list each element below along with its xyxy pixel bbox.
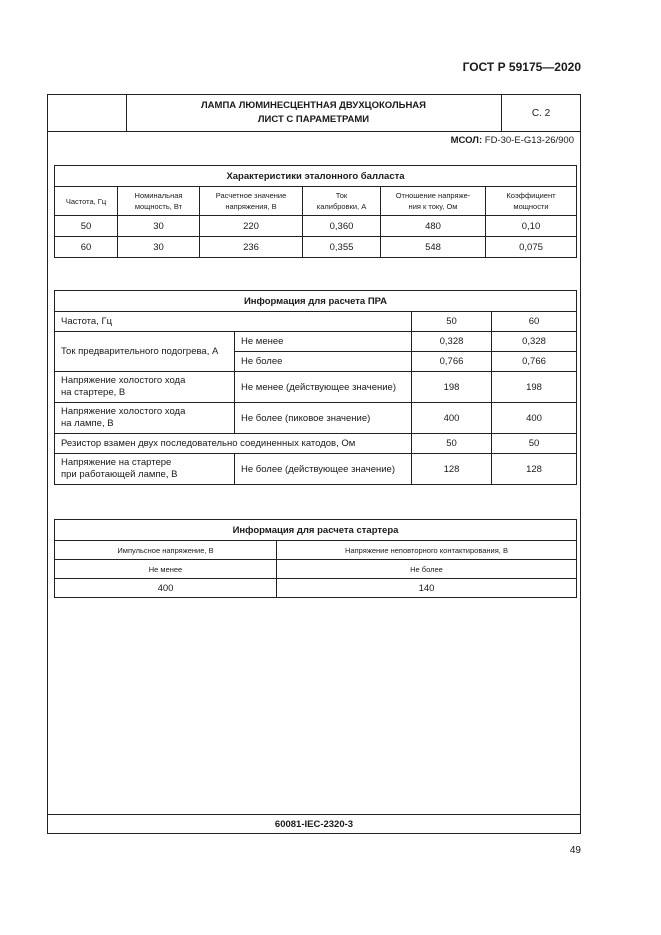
row-label: Ток предварительного подогрева, А <box>55 332 235 372</box>
reference-ballast-table <box>54 165 577 258</box>
table-row <box>55 332 577 352</box>
table-cell: 400 <box>492 403 577 434</box>
table-row <box>55 216 577 237</box>
column-header: Частота, Гц <box>55 187 118 216</box>
table-cell: 0,766 <box>492 352 577 372</box>
condition-label: Не менее (действующее значение) <box>235 372 412 403</box>
condition-label: Не более (пиковое значение) <box>235 403 412 434</box>
table-header-row <box>55 560 577 579</box>
column-header: Расчетное значение напряжения, В <box>200 187 303 216</box>
column-header: Напряжение неповторного контактирования, В <box>277 541 577 560</box>
sheet-title <box>126 95 502 131</box>
table-row <box>55 403 577 434</box>
table-cell: 50 <box>55 216 118 237</box>
table-cell: 400 <box>55 579 277 598</box>
sheet-header <box>48 95 580 132</box>
table-row <box>55 434 577 454</box>
sheet-title-line1: ЛАМПА ЛЮМИНЕСЦЕНТНАЯ ДВУХЦОКОЛЬНАЯ <box>201 100 426 111</box>
table-cell: 0,328 <box>412 332 492 352</box>
standard-number: ГОСТ Р 59175—2020 <box>462 60 581 74</box>
table-cell: 0,10 <box>486 216 577 237</box>
column-header: Коэффициент мощности <box>486 187 577 216</box>
table-cell: 400 <box>412 403 492 434</box>
row-label: Напряжение холостого хода на стартере, В <box>55 372 235 403</box>
table-row <box>55 312 577 332</box>
mcol-value: FD-30-E-G13-26/900 <box>484 135 574 146</box>
table-cell: 0,355 <box>303 237 381 258</box>
table-cell: 128 <box>412 454 492 485</box>
table-cell: 30 <box>118 237 200 258</box>
table-cell: 140 <box>277 579 577 598</box>
mcol-label: МСОЛ: <box>450 135 483 146</box>
condition-label: Не менее <box>235 332 412 352</box>
page-number: 49 <box>569 845 581 856</box>
parameter-sheet-frame <box>47 94 581 834</box>
header-blank-cell <box>48 95 127 131</box>
column-header: Номинальная мощность, Вт <box>118 187 200 216</box>
condition-label: Не более <box>235 352 412 372</box>
table-cell: 50 <box>412 312 492 332</box>
row-label: Частота, Гц <box>55 312 412 332</box>
column-header: Импульсное напряжение, В <box>55 541 277 560</box>
table-title: Информация для расчета ПРА <box>55 291 577 312</box>
table-cell: 0,360 <box>303 216 381 237</box>
table-header-row <box>55 187 577 216</box>
column-header: Отношение напряже- ния к току, Ом <box>381 187 486 216</box>
table-cell: 50 <box>492 434 577 454</box>
table-cell: 60 <box>55 237 118 258</box>
sheet-page-label: С. 2 <box>531 107 551 119</box>
table-cell: 198 <box>412 372 492 403</box>
table-cell: 0,766 <box>412 352 492 372</box>
table-row <box>55 579 577 598</box>
table-title: Информация для расчета стартера <box>55 520 577 541</box>
condition-label: Не более <box>277 560 577 579</box>
table-cell: 548 <box>381 237 486 258</box>
table-cell: 50 <box>412 434 492 454</box>
row-label: Резистор взамен двух последовательно соединенных катодов, Ом <box>55 434 412 454</box>
column-header: Ток калибровки, А <box>303 187 381 216</box>
table-cell: 128 <box>492 454 577 485</box>
table-cell: 480 <box>381 216 486 237</box>
table-cell: 0,328 <box>492 332 577 352</box>
starter-calculation-table <box>54 519 577 598</box>
table-cell: 60 <box>492 312 577 332</box>
table-title: Характеристики эталонного балласта <box>55 166 577 187</box>
sheet-footer-code: 60081-IEC-2320-3 <box>48 814 580 833</box>
table-cell: 30 <box>118 216 200 237</box>
condition-label: Не более (действующее значение) <box>235 454 412 485</box>
table-row <box>55 372 577 403</box>
mcol-designation <box>451 135 574 146</box>
row-label: Напряжение на стартере при работающей лампе, В <box>55 454 235 485</box>
table-header-row <box>55 541 577 560</box>
ballast-calculation-table <box>54 290 577 485</box>
table-cell: 198 <box>492 372 577 403</box>
table-row <box>55 237 577 258</box>
table-cell: 0,075 <box>486 237 577 258</box>
table-cell: 236 <box>200 237 303 258</box>
condition-label: Не менее <box>55 560 277 579</box>
sheet-title-line2: ЛИСТ С ПАРАМЕТРАМИ <box>257 114 370 125</box>
table-row <box>55 454 577 485</box>
table-cell: 220 <box>200 216 303 237</box>
row-label: Напряжение холостого хода на лампе, В <box>55 403 235 434</box>
